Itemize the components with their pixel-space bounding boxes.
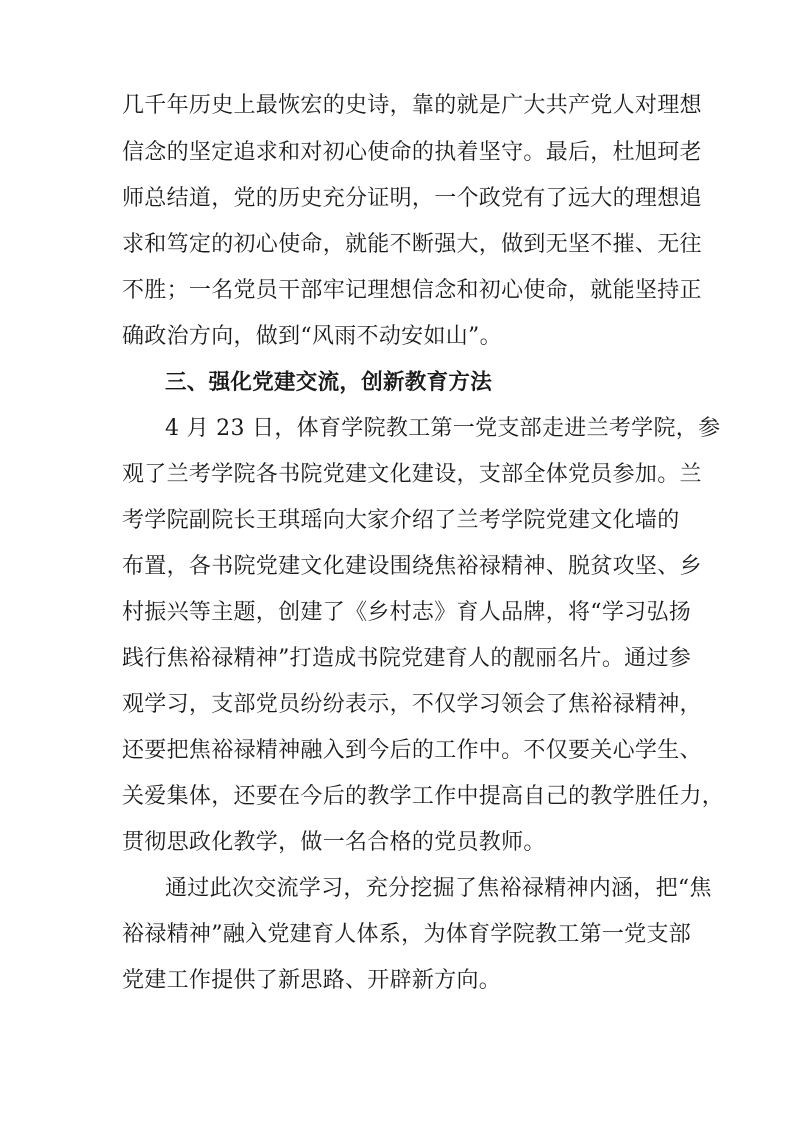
body-text-line: 还要把焦裕禄精神融入到今后的工作中。不仅要关心学生、 <box>122 738 702 763</box>
body-text-line: 党建工作提供了新思路、开辟新方向。 <box>122 968 502 993</box>
body-text-line: 通过此次交流学习，充分挖掘了焦裕禄精神内涵，把“焦 <box>165 876 712 901</box>
body-text-line: 观学习，支部党员纷纷表示，不仅学习领会了焦裕禄精神， <box>122 692 702 717</box>
body-text-line: 信念的坚定追求和对初心使命的执着坚守。最后，杜旭珂老 <box>122 140 702 165</box>
body-text-line: 不胜；一名党员干部牢记理想信念和初心使命，就能坚持正 <box>122 278 702 303</box>
body-text-line: 裕禄精神”融入党建育人体系，为体育学院教工第一党支部 <box>122 922 692 947</box>
section-heading: 三、强化党建交流，创新教育方法 <box>165 370 493 395</box>
body-text-line: 师总结道，党的历史充分证明，一个政党有了远大的理想追 <box>122 186 702 211</box>
body-text-line: 布置，各书院党建文化建设围绕焦裕禄精神、脱贫攻坚、乡 <box>122 554 702 579</box>
body-text-line: 贯彻思政化教学，做一名合格的党员教师。 <box>122 830 546 855</box>
body-text-line: 求和笃定的初心使命，就能不断强大，做到无坚不摧、无往 <box>122 232 702 257</box>
body-text-line: 确政治方向，做到“风雨不动安如山”。 <box>122 324 502 349</box>
body-text-line: 观了兰考学院各书院党建文化建设，支部全体党员参加。兰 <box>122 462 702 487</box>
body-text-line: 践行焦裕禄精神”打造成书院党建育人的靓丽名片。通过参 <box>122 646 692 671</box>
body-text-line: 几千年历史上最恢宏的史诗，靠的就是广大共产党人对理想 <box>122 93 702 118</box>
body-text-line: 关爱集体，还要在今后的教学工作中提高自己的教学胜任力， <box>122 784 725 809</box>
body-text-line: 村振兴等主题，创建了《乡村志》育人品牌，将“学习弘扬 <box>122 600 692 625</box>
body-text-line: 4 月 23 日，体育学院教工第一党支部走进兰考学院，参 <box>165 416 721 441</box>
body-text-line: 考学院副院长王琪瑶向大家介绍了兰考学院党建文化墙的 <box>122 508 680 533</box>
